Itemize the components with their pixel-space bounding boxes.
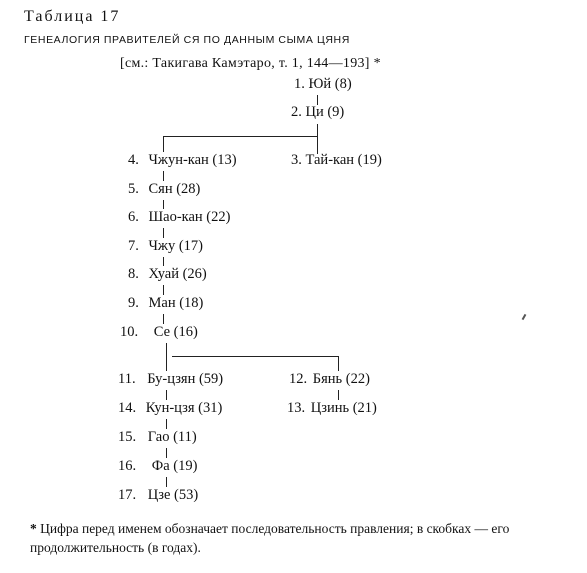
- ruler-number: 8.: [128, 266, 139, 282]
- connector-line: [163, 171, 164, 181]
- ruler-number: 7.: [128, 238, 139, 254]
- connector-line: [163, 257, 164, 266]
- ruler-number: 5.: [128, 181, 139, 197]
- ruler-name: Ци (9): [305, 104, 345, 120]
- ruler-number: 9.: [128, 295, 139, 311]
- ruler-name: Кун-цзя (31): [145, 400, 223, 416]
- source-reference: [см.: Такигава Камэтаро, т. 1, 144—193] *: [120, 56, 381, 71]
- ruler-number: 6.: [128, 209, 139, 225]
- ruler-node-2: [291, 104, 344, 121]
- connector-line: [163, 314, 164, 324]
- ruler-number: 3.: [291, 152, 302, 168]
- connector-line: [166, 343, 167, 371]
- ruler-number: 10.: [120, 324, 139, 340]
- table-subtitle: ГЕНЕАЛОГИЯ ПРАВИТЕЛЕЙ СЯ ПО ДАННЫМ СЫМА ЦЯНЯ: [24, 34, 350, 46]
- connector-line: [317, 124, 318, 154]
- ruler-name: Се (16): [153, 324, 198, 340]
- ruler-number: 2.: [291, 104, 302, 120]
- ruler-name: Фа (19): [151, 458, 198, 474]
- ruler-node-4: [128, 152, 237, 169]
- ruler-name: Цзинь (21): [310, 400, 377, 416]
- ruler-number: 1.: [294, 76, 305, 92]
- connector-line: [163, 285, 164, 295]
- ruler-name: Бянь (22): [312, 371, 370, 387]
- ruler-name: Юй (8): [308, 76, 352, 92]
- ruler-node-16: [118, 458, 197, 475]
- footnote-mark: *: [30, 521, 37, 536]
- ruler-node-6: [128, 209, 230, 226]
- ruler-node-5: [128, 181, 200, 198]
- ruler-name: Чжун-кан (13): [148, 152, 237, 168]
- ruler-name: Сян (28): [148, 181, 201, 197]
- branch-line: [163, 136, 318, 137]
- ruler-number: 17.: [118, 487, 137, 503]
- connector-line: [166, 390, 167, 400]
- ruler-number: 12.: [289, 371, 308, 387]
- ruler-node-1: [294, 76, 352, 93]
- ruler-node-10: [120, 324, 198, 341]
- ruler-name: Шао-кан (22): [148, 209, 231, 225]
- connector-line: [166, 477, 167, 487]
- ruler-node-14: [118, 400, 222, 417]
- ruler-number: 11.: [118, 371, 136, 387]
- ruler-node-7: [128, 238, 203, 255]
- ruler-node-8: [128, 266, 207, 283]
- connector-line: [163, 228, 164, 238]
- footnote-text: Цифра перед именем обозначает последовательность правления; в скобках — его продолжительность (в годах).: [30, 521, 510, 555]
- ruler-name: Хуай (26): [148, 266, 207, 282]
- ruler-number: 16.: [118, 458, 137, 474]
- ruler-number: 14.: [118, 400, 137, 416]
- connector-line: [163, 136, 164, 152]
- ruler-node-15: [118, 429, 197, 446]
- ruler-name: Бу-цзян (59): [147, 371, 224, 387]
- table-title: Таблица 17: [24, 8, 121, 25]
- ruler-number: 15.: [118, 429, 137, 445]
- connector-line: [163, 200, 164, 209]
- footnote: [30, 519, 570, 557]
- ruler-number: 4.: [128, 152, 139, 168]
- connector-line: [338, 356, 339, 371]
- ruler-name: Гао (11): [147, 429, 197, 445]
- print-speck: [522, 314, 527, 320]
- ruler-name: Чжу (17): [148, 238, 203, 254]
- connector-line: [166, 448, 167, 458]
- ruler-node-11: [118, 371, 223, 388]
- ruler-node-12: [289, 371, 370, 388]
- connector-line: [166, 419, 167, 429]
- ruler-node-3: [291, 152, 382, 169]
- ruler-name: Цзе (53): [147, 487, 199, 503]
- connector-line: [338, 390, 339, 400]
- ruler-name: Ман (18): [148, 295, 204, 311]
- ruler-node-9: [128, 295, 203, 312]
- ruler-number: 13.: [287, 400, 306, 416]
- branch-line: [172, 356, 339, 357]
- ruler-node-13: [287, 400, 377, 417]
- ruler-node-17: [118, 487, 198, 504]
- ruler-name: Тай-кан (19): [305, 152, 382, 168]
